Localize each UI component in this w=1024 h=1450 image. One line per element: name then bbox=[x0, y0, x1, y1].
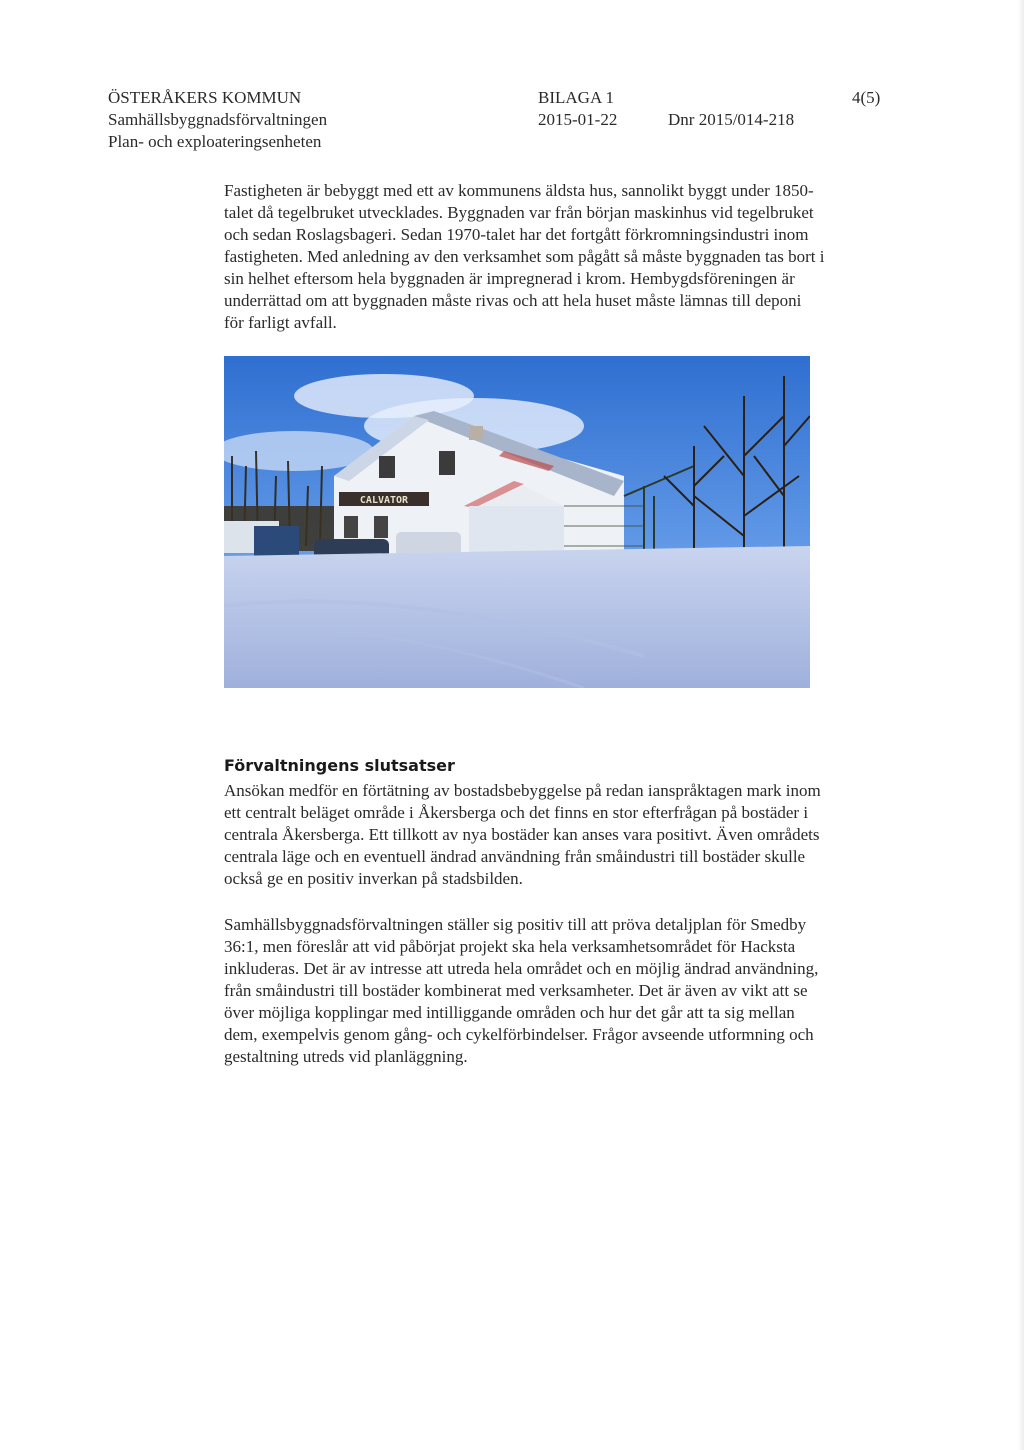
text-line: och sedan Roslagsbageri. Sedan 1970-talet har det fortgått förkromningsindustri inom bbox=[224, 225, 809, 244]
text-line: sin helhet eftersom hela byggnaden är impregnerad i krom. Hembygdsföreningen är bbox=[224, 269, 795, 288]
sign-text: CALVATOR bbox=[359, 495, 409, 506]
scan-edge-shadow bbox=[1018, 0, 1024, 1450]
conclusions-paragraph-1 bbox=[224, 780, 884, 890]
text-line: underrättad om att byggnaden måste rivas och att hela huset måste lämnas till deponi bbox=[224, 291, 802, 310]
text-line: Samhällsbyggnadsförvaltningen ställer sig positiv till att pröva detaljplan för Smedby bbox=[224, 915, 807, 934]
text-line: över möjliga kopplingar med intilliggande områden och hur det går att ta sig mellan bbox=[224, 1003, 795, 1022]
attachment-label: BILAGA 1 bbox=[538, 88, 615, 107]
intro-paragraph bbox=[224, 180, 884, 334]
text-line: gestaltning utreds vid planläggning. bbox=[224, 1047, 468, 1066]
text-line: också ge en positiv inverkan på stadsbilden. bbox=[224, 869, 523, 888]
text-line: Ansökan medför en förtätning av bostadsbebyggelse på redan ianspråktagen mark inom bbox=[224, 781, 821, 800]
text-line: inkluderas. Det är av intresse att utreda hela området och en möjlig ändrad användning, bbox=[224, 959, 819, 978]
document-date: 2015-01-22 bbox=[538, 110, 618, 129]
text-line: för farligt avfall. bbox=[224, 313, 337, 332]
text-line: centrala Åkersberga. Ett tillkott av nya bostäder kan anses vara positivt. Även områdets bbox=[224, 825, 820, 844]
text-line: centrala läge och en eventuell ändrad användning från småindustri till bostäder skulle bbox=[224, 847, 806, 866]
text-line: dem, exempelvis genom gång- och cykelförbindelser. Frågor avseende utformning och bbox=[224, 1025, 814, 1044]
section-heading: Förvaltningens slutsatser bbox=[224, 756, 455, 775]
department-name: Samhällsbyggnadsförvaltningen bbox=[108, 110, 328, 129]
text-line: ett centralt beläget område i Åkersberga och det finns en stor efterfrågan på bostäder i bbox=[224, 803, 809, 822]
unit-name: Plan- och exploateringsenheten bbox=[108, 132, 322, 151]
text-line: från småindustri till bostäder kombinerat med verksamheter. Det är även av vikt att se bbox=[224, 981, 808, 1000]
building-photo bbox=[224, 356, 810, 688]
org-name: ÖSTERÅKERS KOMMUN bbox=[108, 88, 302, 107]
page-number: 4(5) bbox=[852, 88, 881, 107]
text-line: 36:1, men föreslår att vid påbörjat projekt ska hela verksamhetsområdet för Hacksta bbox=[224, 937, 796, 956]
text-line: fastigheten. Med anledning av den verksamhet som pågått så måste byggnaden tas bort i bbox=[224, 247, 825, 266]
text-line: Fastigheten är bebyggt med ett av kommunens äldsta hus, sannolikt byggt under 1850- bbox=[224, 181, 814, 200]
dnr-number: Dnr 2015/014-218 bbox=[668, 110, 795, 129]
text-line: talet då tegelbruket utvecklades. Byggnaden var från början maskinhus vid tegelbruket bbox=[224, 203, 814, 222]
conclusions-paragraph-2 bbox=[224, 914, 884, 1068]
